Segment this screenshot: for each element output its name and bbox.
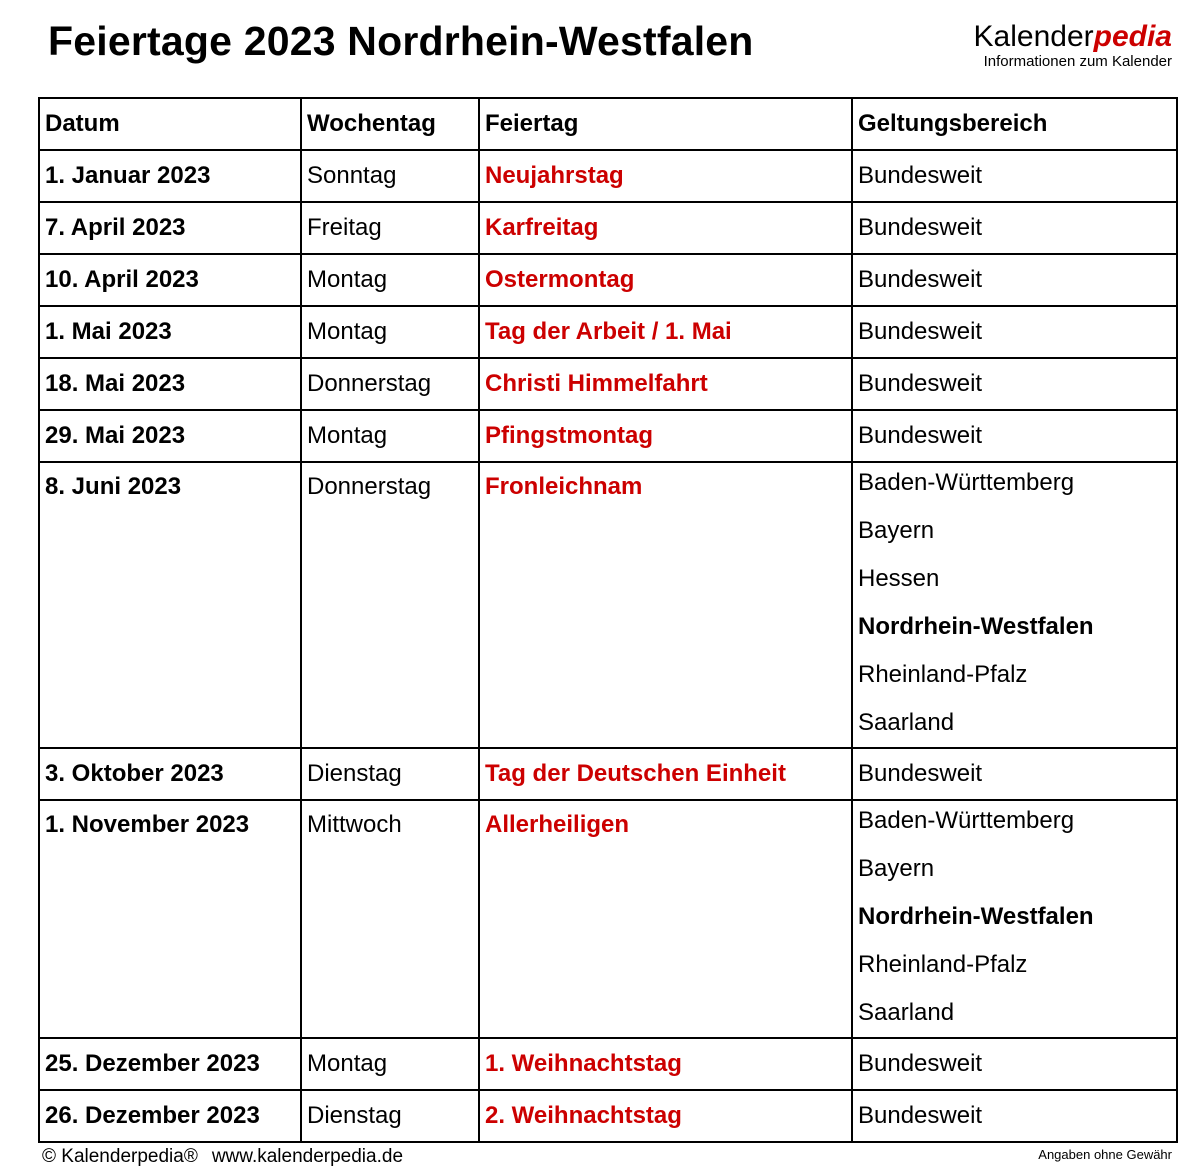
table-row xyxy=(39,306,1177,358)
date-cell: 7. April 2023 xyxy=(39,202,301,254)
region-item: Bundesweit xyxy=(858,760,983,787)
region-cell xyxy=(852,800,1177,1038)
region-cell xyxy=(852,358,1177,410)
page-title: Feiertage 2023 Nordrhein-Westfalen xyxy=(48,18,754,64)
table-row xyxy=(39,254,1177,306)
date-cell: 8. Juni 2023 xyxy=(39,462,301,748)
holiday-cell: Tag der Deutschen Einheit xyxy=(479,748,852,800)
region-item: Saarland xyxy=(858,999,955,1026)
region-item: Hessen xyxy=(858,565,940,592)
region-cell xyxy=(852,748,1177,800)
table-header-row xyxy=(39,98,1177,150)
weekday-cell: Montag xyxy=(301,254,479,306)
table-row xyxy=(39,800,1177,1038)
region-item: Rheinland-Pfalz xyxy=(858,951,1028,978)
holiday-cell: Fronleichnam xyxy=(479,462,852,748)
header-datum: Datum xyxy=(39,98,301,150)
holiday-cell: Karfreitag xyxy=(479,202,852,254)
weekday-cell: Freitag xyxy=(301,202,479,254)
brand-name-plain: Kalender xyxy=(973,20,1094,53)
brand-name-accent: pedia xyxy=(1093,20,1172,53)
weekday-cell: Dienstag xyxy=(301,1090,479,1142)
disclaimer-text: Angaben ohne Gewähr xyxy=(1038,1147,1172,1162)
date-cell: 29. Mai 2023 xyxy=(39,410,301,462)
region-item: Bundesweit xyxy=(858,318,983,345)
date-cell: 3. Oktober 2023 xyxy=(39,748,301,800)
table-row xyxy=(39,358,1177,410)
holiday-cell: Ostermontag xyxy=(479,254,852,306)
header-feiertag: Feiertag xyxy=(479,98,852,150)
header-geltungsbereich: Geltungsbereich xyxy=(852,98,1177,150)
holiday-cell: Allerheiligen xyxy=(479,800,852,1038)
weekday-cell: Montag xyxy=(301,1038,479,1090)
date-cell: 1. Mai 2023 xyxy=(39,306,301,358)
copyright-text: © Kalenderpedia® xyxy=(42,1146,198,1167)
website-url: www.kalenderpedia.de xyxy=(211,1146,404,1167)
region-item: Bundesweit xyxy=(858,162,983,189)
date-cell: 25. Dezember 2023 xyxy=(39,1038,301,1090)
date-cell: 26. Dezember 2023 xyxy=(39,1090,301,1142)
region-cell xyxy=(852,150,1177,202)
footer-left xyxy=(42,1146,403,1168)
date-cell: 1. November 2023 xyxy=(39,800,301,1038)
region-item: Nordrhein-Westfalen xyxy=(858,903,1094,930)
table-row xyxy=(39,748,1177,800)
weekday-cell: Montag xyxy=(301,306,479,358)
region-cell xyxy=(852,462,1177,748)
region-item: Bayern xyxy=(858,517,935,544)
date-cell: 1. Januar 2023 xyxy=(39,150,301,202)
weekday-cell: Donnerstag xyxy=(301,462,479,748)
table-row xyxy=(39,150,1177,202)
region-cell xyxy=(852,306,1177,358)
holiday-table xyxy=(38,97,1178,1143)
region-item: Baden-Württemberg xyxy=(858,469,1075,496)
region-item: Nordrhein-Westfalen xyxy=(858,613,1094,640)
region-item: Baden-Württemberg xyxy=(858,807,1075,834)
region-cell xyxy=(852,410,1177,462)
holiday-cell: Pfingstmontag xyxy=(479,410,852,462)
header-wochentag: Wochentag xyxy=(301,98,479,150)
region-item: Rheinland-Pfalz xyxy=(858,661,1028,688)
weekday-cell: Sonntag xyxy=(301,150,479,202)
region-item: Bundesweit xyxy=(858,422,983,449)
region-cell xyxy=(852,254,1177,306)
region-cell xyxy=(852,202,1177,254)
table-row xyxy=(39,1090,1177,1142)
table-body xyxy=(39,150,1177,1142)
region-item: Bundesweit xyxy=(858,370,983,397)
region-item: Bundesweit xyxy=(858,1102,983,1129)
holiday-cell: 2. Weihnachtstag xyxy=(479,1090,852,1142)
date-cell: 10. April 2023 xyxy=(39,254,301,306)
brand-logo xyxy=(974,20,1172,70)
table-row xyxy=(39,202,1177,254)
holiday-cell: Neujahrstag xyxy=(479,150,852,202)
weekday-cell: Donnerstag xyxy=(301,358,479,410)
holiday-cell: Christi Himmelfahrt xyxy=(479,358,852,410)
region-item: Bayern xyxy=(858,855,935,882)
table-row xyxy=(39,462,1177,748)
weekday-cell: Dienstag xyxy=(301,748,479,800)
region-item: Bundesweit xyxy=(858,1050,983,1077)
table-row xyxy=(39,410,1177,462)
brand-tagline: Informationen zum Kalender xyxy=(983,53,1172,70)
holiday-cell: 1. Weihnachtstag xyxy=(479,1038,852,1090)
brand-name xyxy=(974,20,1172,54)
region-cell xyxy=(852,1038,1177,1090)
holiday-cell: Tag der Arbeit / 1. Mai xyxy=(479,306,852,358)
region-item: Bundesweit xyxy=(858,266,983,293)
region-cell xyxy=(852,1090,1177,1142)
region-item: Bundesweit xyxy=(858,214,983,241)
weekday-cell: Mittwoch xyxy=(301,800,479,1038)
weekday-cell: Montag xyxy=(301,410,479,462)
date-cell: 18. Mai 2023 xyxy=(39,358,301,410)
table-row xyxy=(39,1038,1177,1090)
region-item: Saarland xyxy=(858,709,955,736)
